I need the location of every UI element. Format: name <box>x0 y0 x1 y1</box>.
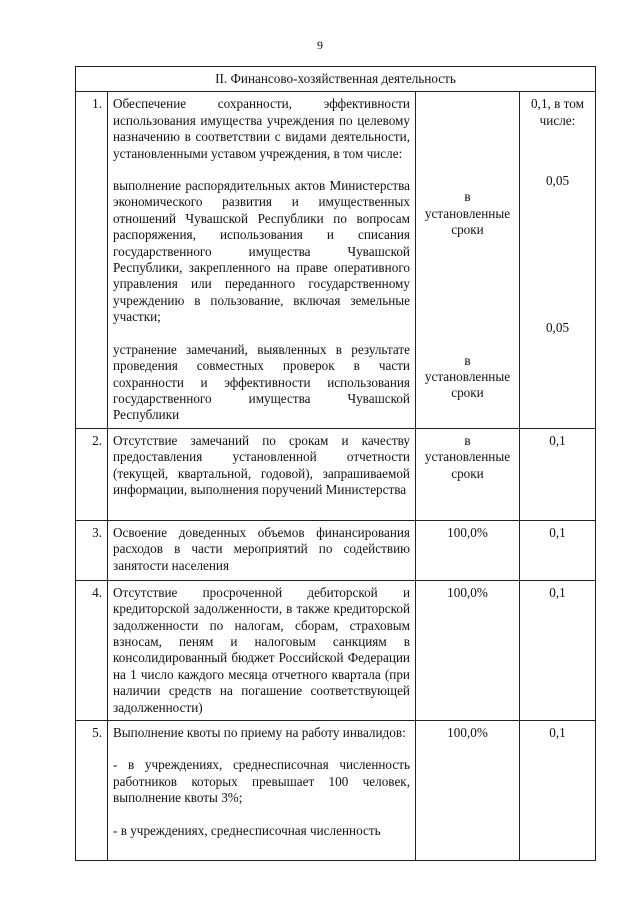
row-part-text: устранение замечаний, выявленных в результате проведения совместных проверок в части сохранности и эффективности использования государственного имущества Чувашской Республики <box>113 341 410 423</box>
table-row <box>76 92 596 428</box>
section-title: II. Финансово-хозяйственная деятельность <box>76 67 596 92</box>
row-weight: 0,1 <box>520 720 596 860</box>
row-deadline: в установленные сроки <box>416 428 520 520</box>
row-weight: 0,1 <box>520 520 596 580</box>
page-number: 9 <box>317 38 323 52</box>
table-row <box>76 580 596 720</box>
row-part-text: - в учреждениях, среднесписочная численность работников которых превышает 100 человек, выполнение квоты 3%; <box>113 757 410 806</box>
row-part-text: - в учреждениях, среднесписочная численность <box>113 822 381 838</box>
section-header-row <box>76 67 596 92</box>
performance-criteria-table <box>75 66 596 861</box>
row-description <box>108 92 416 428</box>
row-number: 5. <box>76 720 108 860</box>
row-number: 4. <box>76 580 108 720</box>
row-description: Отсутствие замечаний по срокам и качеству предоставления установленной отчетности (текущей, квартальной, годовой), запрашиваемой информации, выполнения поручений Министерства <box>108 428 416 520</box>
row-part-deadline: в установленные сроки <box>424 189 511 238</box>
row-number: 3. <box>76 520 108 580</box>
row-description: Отсутствие просроченной дебиторской и кредиторской задолженности, в также кредиторской задолженности по налогам, сборам, страховым взносам, пеням и налоговым санкциям в консолидированный бюджет Российской Федерации на 1 число каждого месяца отчетного квартала (при наличии средств на погашение соответствующей задолженности) <box>108 580 416 720</box>
row-deadline: 100,0% <box>416 580 520 720</box>
row-weight: 0,1 <box>520 428 596 520</box>
row-deadline: 100,0% <box>416 720 520 860</box>
row-description: Освоение доведенных объемов финансирования расходов в части мероприятий по содействию занятости населения <box>108 520 416 580</box>
row-weight: 0,1 <box>520 580 596 720</box>
row-number: 1. <box>76 92 108 428</box>
table-row <box>76 720 596 860</box>
row-part-weight: 0,05 <box>545 319 570 335</box>
row-deadline <box>416 92 520 428</box>
table-row <box>76 428 596 520</box>
table-row <box>76 520 596 580</box>
row-part-weight: 0,1, в том числе: <box>531 96 584 128</box>
row-part-text: Выполнение квоты по приему на работу инвалидов: <box>113 724 406 740</box>
row-part-weight: 0,05 <box>545 173 570 189</box>
row-weight <box>520 92 596 428</box>
row-part-text: выполнение распорядительных актов Министерства экономического развития и имущественных отношений Чувашской Республики по вопросам распоряжения, использования и списания государственного имущества Чувашской Республики, закрепленного на праве оперативного управления или переданного государственному учреждению в пользование, включая земельные участки; <box>113 178 410 325</box>
row-part-text: Обеспечение сохранности, эффективности использования имущества учреждения по целевому назначению в соответствии с видами деятельности, установленными уставом учреждения, в том числе: <box>113 96 410 161</box>
row-description <box>108 720 416 860</box>
row-part-deadline: в установленные сроки <box>424 352 511 401</box>
row-deadline: 100,0% <box>416 520 520 580</box>
row-number: 2. <box>76 428 108 520</box>
